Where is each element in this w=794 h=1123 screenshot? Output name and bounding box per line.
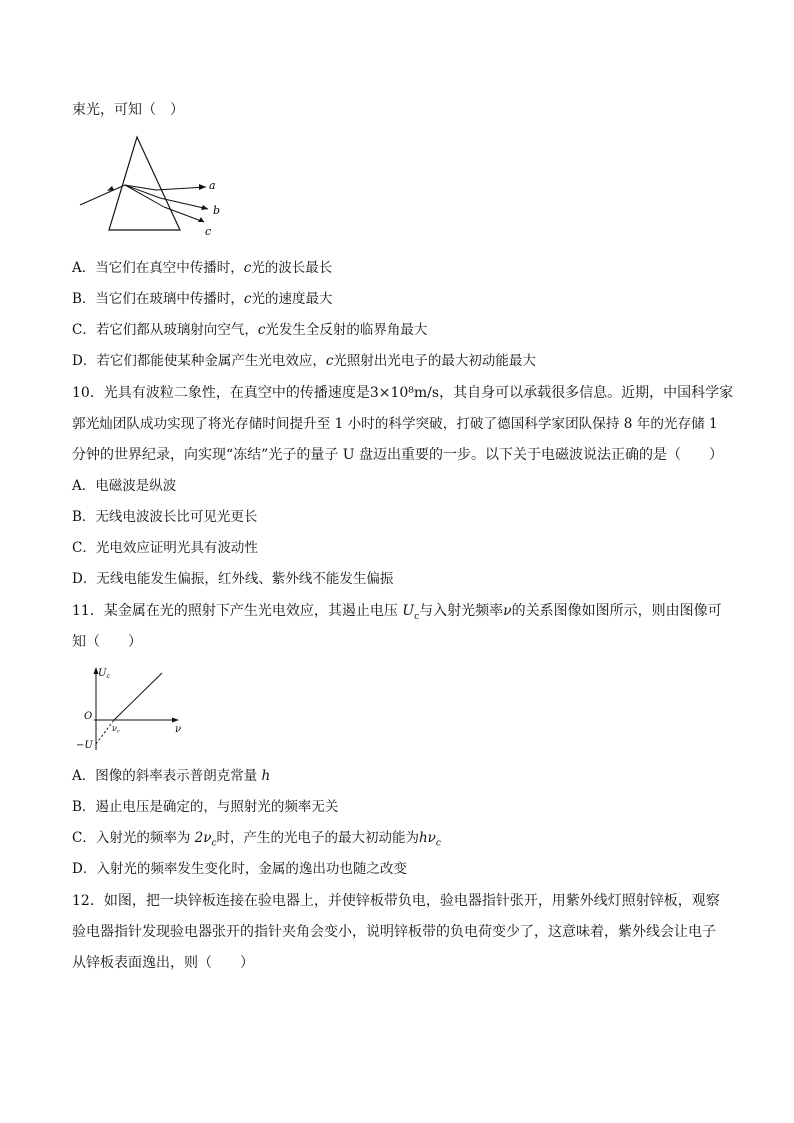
ray-b-inside (125, 185, 160, 198)
q12-stem-line-1: 12．如图，把一块锌板连接在验电器上，并使锌板带负电，验电器指针张开，用紫外线灯照射锌板，观察 (72, 893, 720, 909)
stopping-voltage-graph (74, 664, 186, 756)
q11-option-b: B．遏止电压是确定的，与照射光的频率无关 (72, 799, 339, 815)
q10-option-a: A．电磁波是纵波 (72, 478, 177, 494)
x-axis-label: ν (175, 724, 182, 735)
q12-stem-line-3: 从锌板表面逸出，则（ ） (72, 955, 254, 971)
origin-label: O (84, 711, 93, 722)
ray-label-b: b (213, 204, 221, 217)
q9-option-a: A．当它们在真空中传播时，c光的波长最长 (72, 260, 333, 276)
y-intercept-label: −U (76, 740, 93, 751)
q10-stem-line-1: 10．光具有波粒二象性，在真空中的传播速度是3×10⁸m/s，其自身可以承载很多信息。近期，中国科学家 (72, 385, 734, 401)
cutoff-frequency-label: νc (112, 724, 120, 735)
q11-option-c: C．入射光的频率为 $2\nu_c$时，产生的光电子的最大初动能为$h\nu_c$ (72, 830, 441, 849)
q10-option-b: B．无线电波波长比可见光更长 (72, 509, 258, 525)
q10-stem-line-2: 郭光灿团队成功实现了将光存储时间提升至 1 小时的科学突破，打破了德国科学家团队保持 8 年的光存储 1 (72, 416, 718, 432)
q10-stem-line-3: 分钟的世界纪录，向实现“冻结”光子的量子 U 盘迈出重要的一步。以下关于电磁波说法正确的是（ ） (72, 447, 724, 463)
q11-option-a: A．图像的斜率表示普朗克常量 h (72, 768, 271, 784)
q10-option-c: C．光电效应证明光具有波动性 (72, 540, 258, 556)
ray-label-c: c (205, 225, 212, 238)
q9-stem-tail: 束光，可知（ ） (72, 102, 184, 118)
q12-stem-line-2: 验电器指针发现验电器张开的指针夹角会变小，说明锌板带的负电荷变少了，这意味着，紫外线会让电子 (72, 924, 716, 940)
ray-c-out (164, 207, 204, 222)
q9-option-d: D．若它们都能使某种金属产生光电效应，c光照射出光电子的最大初动能最大 (72, 353, 536, 369)
ray-label-a: a (209, 179, 216, 192)
y-axis-label: $U_c$ (98, 668, 110, 680)
prism-triangle (109, 137, 180, 230)
q10-option-d: D．无线电能发生偏振，红外线、紫外线不能发生偏振 (72, 571, 394, 587)
q11-stem-line-2: 知（ ） (72, 634, 142, 650)
q9-option-b: B．当它们在玻璃中传播时，c光的速度最大 (72, 291, 333, 307)
ray-a-out (156, 187, 206, 190)
prism-figure (72, 132, 252, 244)
q11-stem-line-1: 11．某金属在光的照射下产生光电效应，其遏止电压 $U_c$与入射光频率ν的关系图像如图所示，则由图像可 (72, 603, 722, 622)
graph-line (114, 673, 162, 720)
incident-ray (80, 185, 125, 205)
q9-option-c: C．若它们都从玻璃射向空气，c光发生全反射的临界角最大 (72, 322, 428, 338)
q11-option-d: D．入射光的频率发生变化时，金属的逸出功也随之改变 (72, 861, 407, 877)
